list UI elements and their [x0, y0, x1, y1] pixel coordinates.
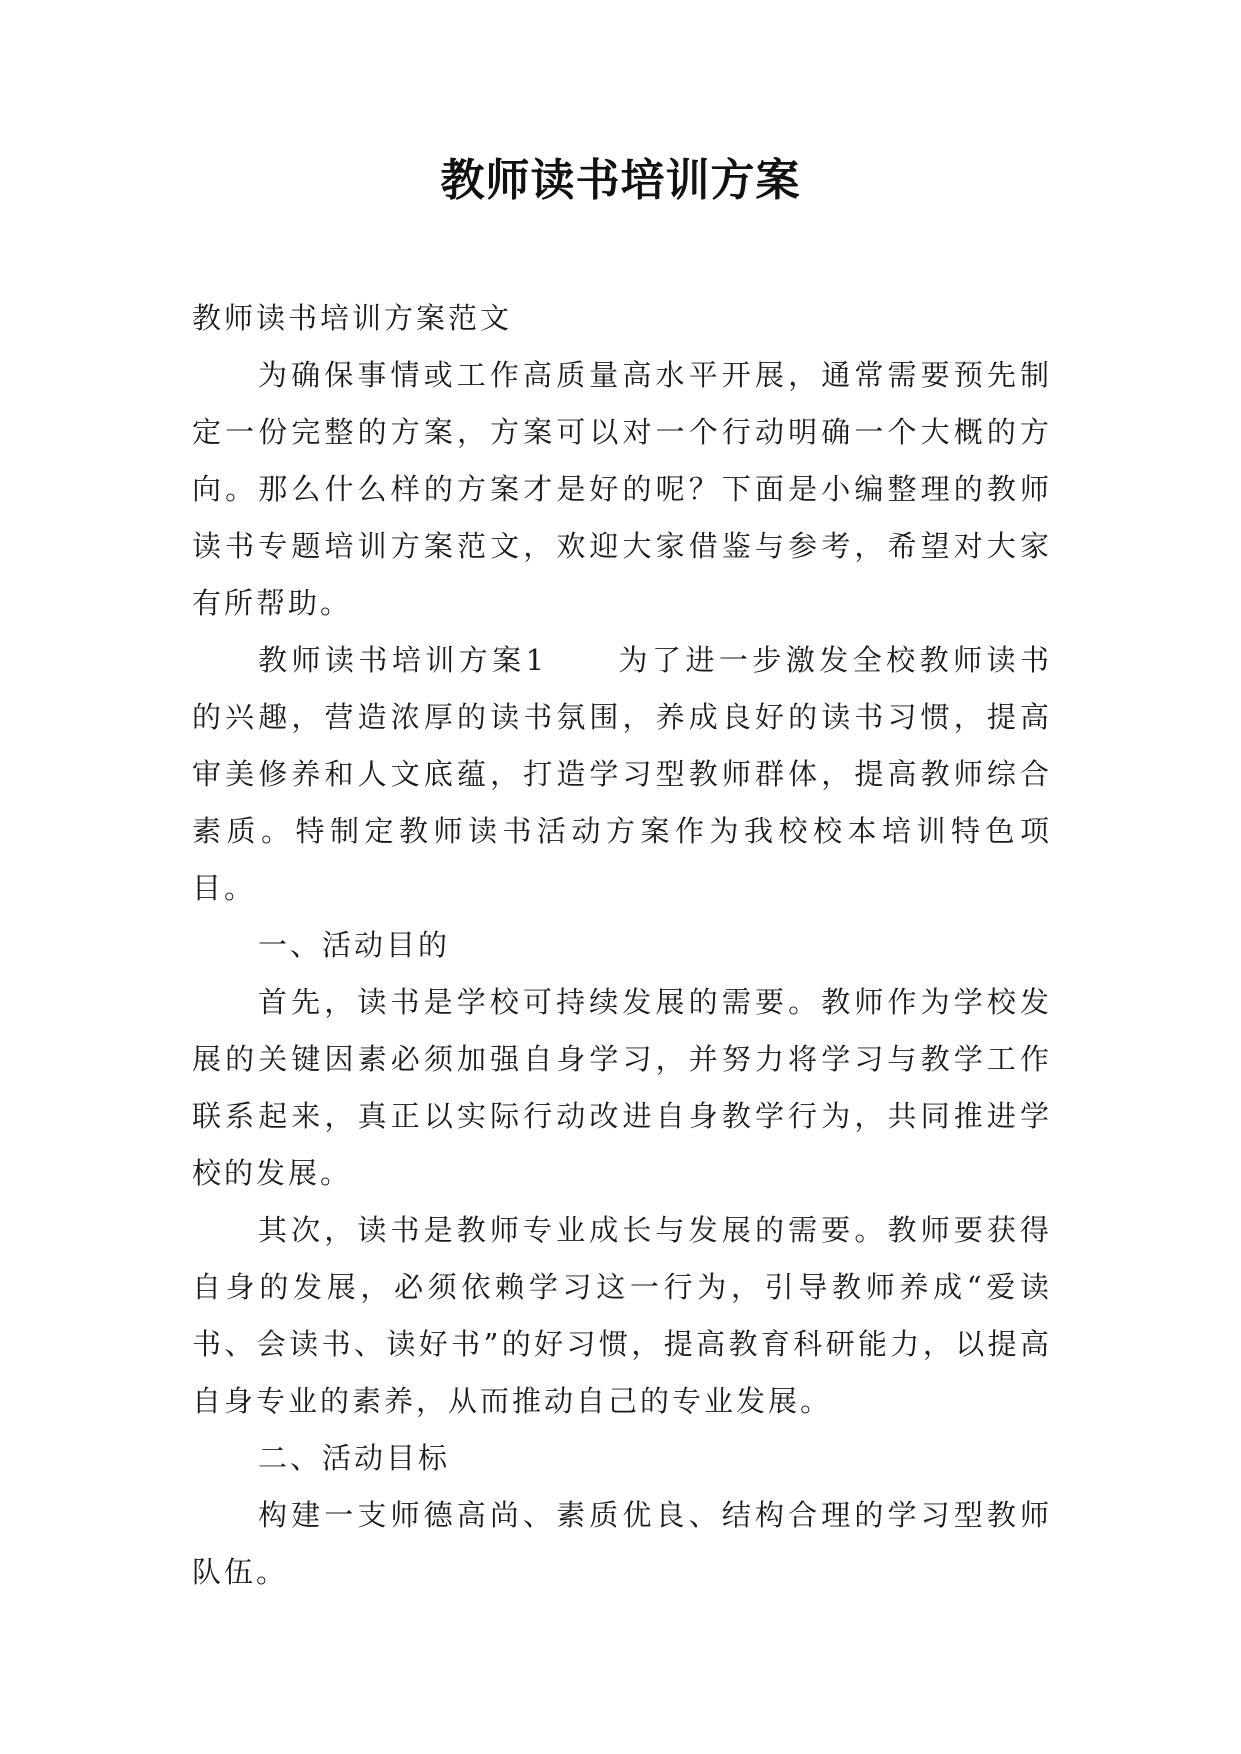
- document-body: [192, 290, 1052, 1601]
- plan1-text: 为了进一步激发全校教师读书的兴趣，营造浓厚的读书氛围，养成良好的读书习惯，提高审美修养和人文底蕴，打造学习型教师群体，提高教师综合素质。特制定教师读书活动方案作为我校校本培训特色项目。: [192, 643, 1052, 905]
- plan1-heading: 教师读书培训方案1: [258, 643, 548, 677]
- section-heading-purpose: 一、活动目的: [258, 928, 451, 962]
- goal-paragraph-1: 构建一支师德高尚、素质优良、结构合理的学习型教师队伍。: [192, 1498, 1052, 1589]
- plan1-paragraph: [192, 632, 1052, 917]
- document-subtitle: 教师读书培训方案范文: [192, 301, 513, 335]
- purpose-paragraph-1: 首先，读书是学校可持续发展的需要。教师作为学校发展的关键因素必须加强自身学习，并努力将学习与教学工作联系起来，真正以实际行动改进自身教学行为，共同推进学校的发展。: [192, 985, 1052, 1190]
- document-title: 教师读书培训方案: [440, 155, 801, 206]
- intro-paragraph: 为确保事情或工作高质量高水平开展，通常需要预先制定一份完整的方案，方案可以对一个行动明确一个大概的方向。那么什么样的方案才是好的呢？下面是小编整理的教师读书专题培训方案范文，欢迎大家借鉴与参考，希望对大家有所帮助。: [192, 358, 1052, 620]
- section-heading-goal: 二、活动目标: [258, 1441, 451, 1475]
- purpose-paragraph-2: 其次，读书是教师专业成长与发展的需要。教师要获得自身的发展，必须依赖学习这一行为，引导教师养成“爱读书、会读书、读好书”的好习惯，提高教育科研能力，以提高自身专业的素养，从而推动自己的专业发展。: [192, 1213, 1052, 1418]
